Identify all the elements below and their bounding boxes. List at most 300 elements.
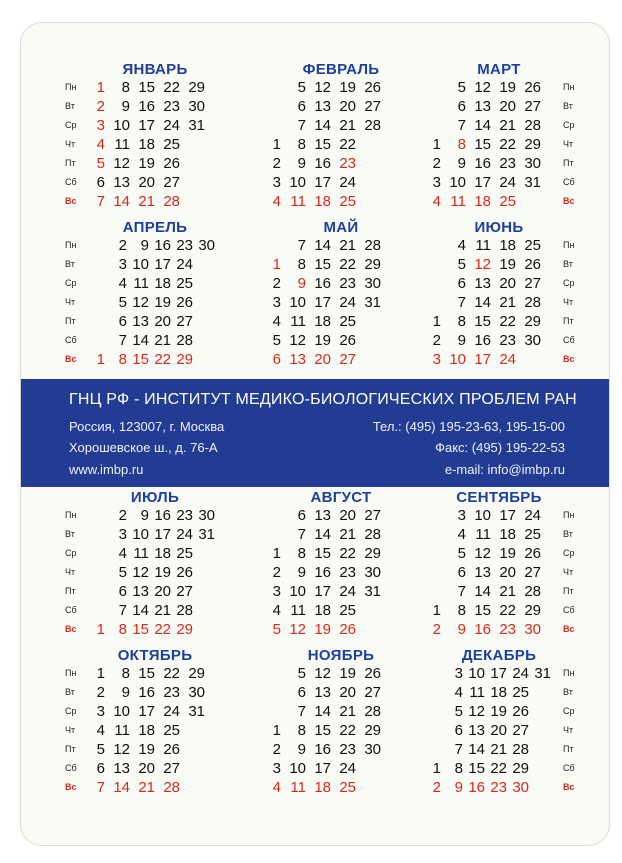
day-cell: 13 [474, 98, 491, 115]
day-cell: 12 [289, 621, 306, 638]
day-cell: 11 [133, 275, 149, 292]
day-cell: 27 [364, 507, 381, 524]
day-cell: 20 [154, 313, 171, 330]
month-name: ДЕКАБРЬ [461, 647, 537, 664]
weekday-label: Сб [65, 605, 77, 615]
weekday-label: Ср [563, 120, 575, 130]
day-cell: 22 [490, 760, 507, 777]
day-cell: 2 [96, 98, 105, 115]
day-cell: 18 [138, 722, 155, 739]
day-cell: 25 [339, 779, 356, 796]
day-cell: 10 [113, 703, 130, 720]
weekday-label: Пт [65, 316, 76, 326]
address-line-1: Россия, 123007, г. Москва [69, 419, 225, 434]
day-cell: 8 [457, 602, 466, 619]
day-cell: 12 [314, 665, 331, 682]
day-cell: 21 [154, 602, 171, 619]
weekday-label: Пт [563, 158, 574, 168]
day-cell: 27 [524, 564, 541, 581]
weekday-label: Сб [563, 335, 575, 345]
day-cell: 4 [272, 193, 281, 210]
day-cell: 27 [524, 98, 541, 115]
day-cell: 17 [154, 526, 171, 543]
day-cell: 20 [314, 351, 331, 368]
weekday-labels [65, 506, 87, 639]
institute-band [21, 379, 609, 487]
day-cell: 26 [176, 564, 193, 581]
day-cell: 16 [138, 98, 155, 115]
day-cell: 8 [118, 351, 127, 368]
day-cell: 7 [297, 703, 306, 720]
day-cell: 30 [364, 741, 381, 758]
day-cell: 5 [96, 741, 105, 758]
day-cell: 13 [132, 583, 149, 600]
day-cell: 3 [118, 526, 127, 543]
day-cell: 24 [339, 583, 356, 600]
weekday-labels [563, 506, 585, 639]
day-cell: 29 [524, 602, 541, 619]
day-cell: 13 [468, 722, 485, 739]
day-cell: 22 [163, 79, 180, 96]
day-cell: 1 [432, 602, 441, 619]
day-cell: 26 [163, 155, 180, 172]
day-cell: 18 [474, 193, 491, 210]
month-block [251, 219, 431, 369]
day-cell: 29 [188, 79, 205, 96]
day-cell: 1 [96, 79, 105, 96]
weekday-label: Чт [563, 725, 574, 735]
day-cell: 4 [457, 526, 466, 543]
day-cell: 29 [512, 760, 529, 777]
month-block [251, 61, 431, 211]
day-cell: 1 [432, 760, 441, 777]
day-cell: 17 [499, 507, 516, 524]
fax-text: Факс: (495) 195-22-53 [435, 440, 565, 455]
weekday-label: Чт [65, 725, 76, 735]
day-cell: 26 [339, 332, 356, 349]
day-cell: 22 [339, 256, 356, 273]
day-cell: 21 [490, 741, 507, 758]
day-cell: 23 [163, 98, 180, 115]
day-cell: 20 [138, 760, 155, 777]
day-cell: 10 [474, 507, 491, 524]
weekday-label: Ср [563, 706, 575, 716]
day-cell: 16 [314, 155, 331, 172]
day-cell: 18 [499, 526, 516, 543]
day-cell: 18 [138, 136, 155, 153]
day-cell: 8 [297, 545, 306, 562]
phone-text: Тел.: (495) 195-23-63, 195-15-00 [372, 419, 565, 434]
day-cell: 29 [176, 621, 193, 638]
day-cell: 25 [339, 313, 356, 330]
day-cell: 28 [524, 117, 541, 134]
day-cell: 29 [524, 136, 541, 153]
day-cell: 31 [524, 174, 541, 191]
day-cell: 6 [118, 313, 127, 330]
day-cell: 10 [289, 174, 306, 191]
day-cell: 20 [138, 174, 155, 191]
day-cell: 16 [474, 332, 491, 349]
day-cell: 27 [176, 583, 193, 600]
day-cell: 9 [140, 507, 149, 524]
day-cell: 4 [118, 545, 127, 562]
day-cell: 14 [468, 741, 485, 758]
weekday-label: Пн [65, 82, 77, 92]
day-cell: 29 [188, 665, 205, 682]
day-cell: 3 [272, 760, 281, 777]
day-cell: 23 [499, 332, 516, 349]
day-cell: 30 [364, 564, 381, 581]
day-cell: 13 [474, 275, 491, 292]
day-cell: 13 [474, 564, 491, 581]
day-cell: 31 [188, 117, 205, 134]
day-cell: 5 [272, 621, 281, 638]
day-cell: 16 [314, 741, 331, 758]
day-cell: 2 [432, 155, 441, 172]
day-cell: 20 [154, 583, 171, 600]
day-cell: 28 [176, 602, 193, 619]
day-cell: 16 [314, 275, 331, 292]
day-cell: 12 [314, 79, 331, 96]
day-cell: 1 [432, 313, 441, 330]
day-cell: 15 [138, 79, 155, 96]
day-cell: 1 [272, 545, 281, 562]
day-cell: 2 [118, 507, 127, 524]
weekday-label: Пн [563, 82, 575, 92]
day-cell: 20 [339, 684, 356, 701]
day-cell: 15 [468, 760, 485, 777]
month-block [65, 647, 245, 797]
day-cell: 14 [474, 117, 491, 134]
day-cell: 19 [154, 564, 171, 581]
day-cell: 15 [314, 256, 331, 273]
day-cell: 24 [176, 256, 193, 273]
weekday-label: Вт [563, 687, 573, 697]
day-cell: 22 [339, 136, 356, 153]
day-cell: 23 [499, 155, 516, 172]
day-cell: 15 [314, 722, 331, 739]
weekday-label: Пн [65, 668, 77, 678]
day-cell: 5 [96, 155, 105, 172]
day-cell: 13 [289, 351, 306, 368]
weekday-label: Пт [65, 586, 76, 596]
day-cell: 6 [118, 583, 127, 600]
day-cell: 19 [339, 665, 356, 682]
day-cell: 5 [297, 665, 306, 682]
day-cell: 9 [457, 621, 466, 638]
month-block [411, 219, 587, 369]
day-cell: 19 [314, 332, 331, 349]
weekday-label: Вт [563, 101, 573, 111]
day-cell: 21 [499, 583, 516, 600]
day-cell: 21 [138, 779, 155, 796]
day-cell: 21 [339, 237, 356, 254]
day-cell: 27 [163, 760, 180, 777]
month-name: АВГУСТ [310, 489, 372, 506]
day-cell: 3 [96, 117, 105, 134]
day-cell: 20 [339, 507, 356, 524]
website-link[interactable]: www.imbp.ru [69, 462, 144, 477]
day-cell: 14 [113, 779, 130, 796]
day-cell: 2 [118, 237, 127, 254]
weekday-label: Пн [563, 668, 575, 678]
email-link[interactable]: e-mail: info@imbp.ru [444, 462, 565, 477]
day-cell: 26 [524, 79, 541, 96]
day-cell: 25 [524, 237, 541, 254]
day-cell: 19 [138, 155, 155, 172]
day-cell: 17 [314, 294, 331, 311]
day-cell: 9 [121, 684, 130, 701]
day-cell: 18 [314, 313, 331, 330]
day-cell: 3 [457, 507, 466, 524]
day-cell: 26 [364, 665, 381, 682]
day-cell: 14 [474, 294, 491, 311]
day-cell: 2 [432, 779, 441, 796]
day-cell: 4 [96, 136, 105, 153]
day-cell: 25 [524, 526, 541, 543]
day-cell: 25 [176, 275, 193, 292]
day-cell: 30 [188, 684, 205, 701]
day-cell: 27 [176, 313, 193, 330]
day-cell: 23 [163, 684, 180, 701]
day-cell: 28 [364, 117, 381, 134]
month-block [65, 489, 245, 639]
day-cell: 19 [138, 741, 155, 758]
weekday-label: Вс [563, 196, 575, 206]
day-cell: 18 [154, 275, 171, 292]
day-cell: 11 [290, 602, 306, 619]
day-cell: 6 [297, 98, 306, 115]
day-cell: 18 [499, 237, 516, 254]
day-cell: 23 [339, 564, 356, 581]
day-cell: 4 [96, 722, 105, 739]
day-cell: 11 [290, 313, 306, 330]
month-name: ОКТЯБРЬ [117, 647, 193, 664]
day-cell: 23 [176, 237, 193, 254]
day-cell: 9 [297, 741, 306, 758]
day-cell: 12 [474, 545, 491, 562]
weekday-label: Вт [65, 101, 75, 111]
day-cell: 1 [96, 351, 105, 368]
weekday-label: Пт [563, 316, 574, 326]
day-cell: 25 [499, 193, 516, 210]
day-cell: 21 [499, 294, 516, 311]
weekday-label: Вт [65, 529, 75, 539]
day-cell: 17 [138, 703, 155, 720]
day-cell: 11 [475, 526, 491, 543]
day-cell: 17 [314, 760, 331, 777]
weekday-labels [563, 664, 585, 797]
day-cell: 10 [289, 760, 306, 777]
day-cell: 31 [364, 294, 381, 311]
day-cell: 28 [364, 526, 381, 543]
weekday-label: Чт [65, 139, 76, 149]
day-cell: 22 [163, 665, 180, 682]
day-cell: 2 [96, 684, 105, 701]
day-cell: 30 [512, 779, 529, 796]
day-cell: 9 [297, 155, 306, 172]
day-cell: 26 [176, 294, 193, 311]
day-cell: 15 [138, 665, 155, 682]
day-cell: 19 [499, 79, 516, 96]
day-cell: 11 [450, 193, 466, 210]
day-cell: 25 [176, 545, 193, 562]
day-cell: 9 [121, 98, 130, 115]
day-cell: 7 [454, 741, 463, 758]
day-cell: 26 [524, 545, 541, 562]
day-cell: 26 [339, 621, 356, 638]
day-cell: 6 [96, 760, 105, 777]
day-cell: 28 [524, 294, 541, 311]
day-cell: 16 [138, 684, 155, 701]
weekday-label: Вс [65, 196, 77, 206]
weekday-label: Вс [65, 624, 77, 634]
weekday-label: Чт [563, 139, 574, 149]
day-cell: 18 [490, 684, 507, 701]
day-cell: 31 [534, 665, 551, 682]
weekday-label: Пт [563, 744, 574, 754]
weekday-label: Сб [65, 335, 77, 345]
day-cell: 30 [198, 237, 215, 254]
day-cell: 25 [163, 136, 180, 153]
day-cell: 24 [499, 351, 516, 368]
day-cell: 21 [138, 193, 155, 210]
day-cell: 21 [339, 526, 356, 543]
day-cell: 27 [364, 684, 381, 701]
day-cell: 28 [524, 583, 541, 600]
day-cell: 24 [339, 294, 356, 311]
day-cell: 30 [364, 275, 381, 292]
day-cell: 24 [499, 174, 516, 191]
day-cell: 4 [454, 684, 463, 701]
day-cell: 8 [297, 256, 306, 273]
day-cell: 14 [314, 237, 331, 254]
day-cell: 1 [272, 136, 281, 153]
day-cell: 20 [339, 98, 356, 115]
day-cell: 8 [297, 136, 306, 153]
day-cell: 9 [457, 155, 466, 172]
day-cell: 25 [512, 684, 529, 701]
weekday-label: Ср [65, 548, 77, 558]
day-cell: 11 [290, 193, 306, 210]
day-cell: 26 [524, 256, 541, 273]
day-cell: 6 [457, 275, 466, 292]
day-cell: 2 [432, 332, 441, 349]
day-cell: 13 [314, 507, 331, 524]
day-cell: 14 [132, 332, 149, 349]
day-cell: 20 [499, 98, 516, 115]
day-cell: 19 [499, 256, 516, 273]
weekday-label: Пн [563, 240, 575, 250]
day-cell: 10 [289, 294, 306, 311]
day-cell: 9 [457, 332, 466, 349]
day-cell: 7 [96, 193, 105, 210]
day-cell: 10 [449, 174, 466, 191]
day-cell: 2 [272, 275, 281, 292]
month-name: ИЮЛЬ [130, 489, 180, 506]
institute-title: ГНЦ РФ - ИНСТИТУТ МЕДИКО-БИОЛОГИЧЕСКИХ ПРОБЛЕМ РАН [69, 391, 577, 408]
day-cell: 6 [457, 564, 466, 581]
day-cell: 23 [499, 621, 516, 638]
day-cell: 7 [297, 237, 306, 254]
day-cell: 6 [297, 684, 306, 701]
day-cell: 19 [314, 621, 331, 638]
day-cell: 25 [163, 722, 180, 739]
day-cell: 29 [364, 545, 381, 562]
day-cell: 7 [118, 602, 127, 619]
day-cell: 11 [114, 722, 130, 739]
day-cell: 20 [499, 275, 516, 292]
day-cell: 5 [272, 332, 281, 349]
day-cell: 28 [364, 703, 381, 720]
day-cell: 16 [154, 507, 171, 524]
day-cell: 12 [113, 741, 130, 758]
weekday-label: Сб [563, 763, 575, 773]
day-cell: 28 [176, 332, 193, 349]
weekday-label: Ср [65, 120, 77, 130]
weekday-label: Вт [65, 687, 75, 697]
day-cell: 13 [314, 684, 331, 701]
month-name: ФЕВРАЛЬ [302, 61, 380, 78]
day-cell: 3 [432, 351, 441, 368]
day-cell: 21 [499, 117, 516, 134]
day-cell: 2 [272, 741, 281, 758]
day-cell: 8 [457, 136, 466, 153]
weekday-label: Чт [65, 297, 76, 307]
weekday-label: Пн [563, 510, 575, 520]
day-cell: 10 [468, 665, 485, 682]
weekday-label: Сб [65, 177, 77, 187]
day-cell: 2 [432, 621, 441, 638]
month-block [411, 647, 587, 797]
day-cell: 7 [457, 583, 466, 600]
weekday-labels [65, 236, 87, 369]
day-cell: 22 [499, 602, 516, 619]
day-cell: 7 [96, 779, 105, 796]
day-cell: 10 [132, 256, 149, 273]
calendar-card [20, 22, 610, 846]
month-block [65, 61, 245, 211]
day-cell: 7 [457, 117, 466, 134]
day-cell: 17 [314, 583, 331, 600]
day-cell: 9 [297, 564, 306, 581]
day-cell: 7 [457, 294, 466, 311]
day-cell: 2 [272, 564, 281, 581]
day-cell: 19 [339, 79, 356, 96]
day-cell: 19 [499, 545, 516, 562]
day-cell: 11 [290, 779, 306, 796]
day-cell: 5 [457, 545, 466, 562]
day-cell: 26 [163, 741, 180, 758]
day-cell: 14 [113, 193, 130, 210]
day-cell: 17 [154, 256, 171, 273]
day-cell: 18 [314, 193, 331, 210]
day-cell: 16 [468, 779, 485, 796]
weekday-label: Пт [65, 744, 76, 754]
day-cell: 13 [113, 174, 130, 191]
weekday-label: Вс [65, 782, 77, 792]
day-cell: 22 [154, 351, 171, 368]
weekday-label: Сб [563, 605, 575, 615]
day-cell: 29 [524, 313, 541, 330]
day-cell: 17 [474, 174, 491, 191]
weekday-label: Ср [65, 706, 77, 716]
day-cell: 12 [132, 294, 149, 311]
day-cell: 7 [297, 117, 306, 134]
day-cell: 14 [474, 583, 491, 600]
month-block [65, 219, 245, 369]
day-cell: 3 [118, 256, 127, 273]
